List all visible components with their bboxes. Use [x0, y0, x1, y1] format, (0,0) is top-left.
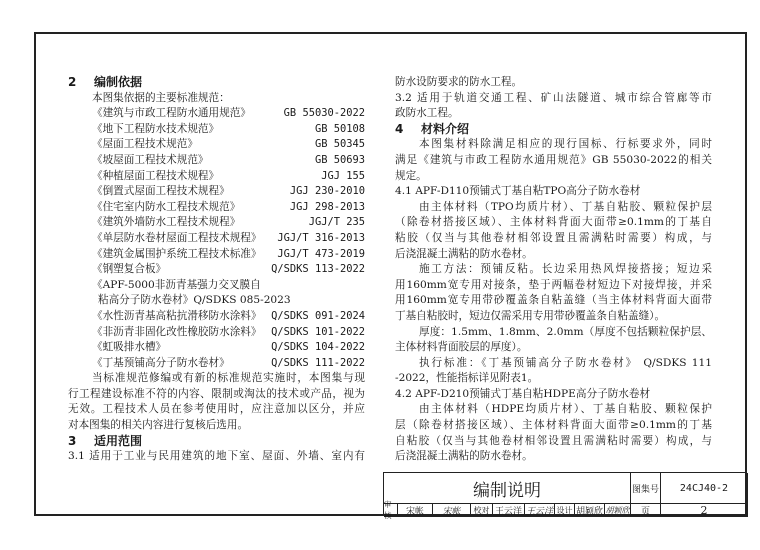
standard-name: 粘高分子防水卷材》: [98, 294, 194, 307]
text-line: 本图集依据的主要标准规范：: [92, 91, 230, 104]
text-line: 施工方法：预铺反粘。长边采用热风焊接搭接；短边采: [419, 263, 712, 276]
standard-name: 《种植屋面工程技术规程》: [92, 169, 220, 182]
standard-name: 《住宅室内防水工程技术规范》: [92, 200, 241, 213]
standard-name: 《单层防水卷材屋面工程技术规程》: [92, 231, 262, 244]
text-line: （除卷材搭接区域）、主体材料背面大面带≥0.1mm的丁基自: [395, 216, 712, 229]
standard-code: JGJ/T 316-2013: [277, 231, 365, 244]
standard-code: JGJ/T 235: [308, 216, 365, 229]
standard-name: 《屋面工程技术规范》: [92, 138, 198, 151]
standard-reference: [68, 262, 365, 278]
text-line: -2022，性能指标详见附表1。: [395, 372, 539, 385]
review-label: 审核: [384, 504, 398, 517]
text-line: 厚度：1.5mm、1.8mm、2.0mm（厚度不包括颗粒保护层、: [419, 325, 712, 338]
text-line: 层（除卷材搭接区域）、主体材料背面大面带≥0.1mm的丁基: [395, 419, 712, 432]
designer-name: 胡颖欣: [575, 504, 605, 517]
standard-reference: [68, 247, 365, 263]
standard-code: Q/SDKS 085-2023: [193, 294, 291, 307]
standard-reference: [68, 122, 365, 138]
left-column: [68, 75, 365, 465]
text-line: 规定。: [395, 169, 427, 182]
standard-reference: [68, 340, 365, 356]
text-line: 本图集材料除满足相应的现行国标、行标要求外，同时: [419, 138, 712, 151]
standard-code: JGJ 230-2010: [289, 185, 365, 198]
standard-name: 《丁基预铺高分子防水卷材》: [92, 356, 230, 369]
text-line: 4.1 APF-D110预铺式丁基自粘TPO高分子防水卷材: [395, 185, 641, 198]
standard-name: 《建筑金属围护系统工程技术标准》: [92, 247, 262, 260]
text-line: 无效。工程技术人员在参考使用时，应注意加以区分，并应: [68, 403, 365, 416]
check-label: 校对: [471, 504, 493, 517]
standard-name: 《建筑外墙防水工程技术规程》: [92, 216, 241, 229]
standard-name: 《水性沥青基高粘抗滑移防水涂料》: [92, 309, 262, 322]
right-column: [395, 75, 712, 465]
standard-name: 《坡屋面工程技术规范》: [92, 153, 209, 166]
standard-reference: [68, 184, 365, 200]
standard-reference: [68, 215, 365, 231]
standard-code: JGJ/T 473-2019: [277, 247, 365, 260]
standard-code: Q/SDKS 101-2022: [271, 325, 365, 338]
standard-code: Q/SDKS 091-2024: [271, 309, 365, 322]
standard-name: 《APF-5000非沥青基强力交叉膜自: [92, 278, 261, 291]
atlas-no-label: 图集号: [631, 473, 661, 504]
text-line: 防水设防要求的防水工程。: [395, 76, 523, 88]
text-line: 4.2 APF-D210预铺式丁基自粘HDPE高分子防水卷材: [395, 387, 651, 400]
standard-reference: [68, 153, 365, 169]
standard-name: 《钢塑复合板》: [92, 263, 167, 276]
standard-reference: [68, 231, 365, 247]
atlas-no: 24CJ40-2: [661, 473, 748, 504]
designer-signature: 胡颖欣: [605, 504, 631, 517]
standard-name: 《非沥青非固化改性橡胶防水涂料》: [92, 325, 262, 338]
section-title: 编制依据: [94, 75, 143, 89]
standard-code: GB 55030-2022: [283, 107, 365, 120]
text-line: 对本图集的相关内容进行复核后选用。: [68, 419, 249, 432]
standard-code: Q/SDKS 113-2022: [271, 263, 365, 276]
text-line: 粘胶（仅当与其他卷材相邻设置且需满粘时需要）构成，与: [395, 231, 712, 244]
text-line: 用160mm宽专用带砂覆盖条自粘盖缝（当主体材料背面大面带: [395, 294, 712, 307]
page-label: 页: [631, 504, 661, 517]
page-number: 2: [661, 504, 748, 517]
section-title: 材料介绍: [421, 121, 470, 136]
sheet-title: 编制说明: [384, 473, 631, 504]
section-heading: [68, 434, 365, 450]
section-number: 3: [68, 433, 77, 448]
standard-code: GB 50693: [314, 153, 365, 166]
standard-code: GB 50345: [314, 138, 365, 151]
text-line: 3.2 适用于轨道交通工程、矿山法隧道、城市综合管廊等市: [395, 91, 712, 104]
standard-name: 《地下工程防水技术规范》: [92, 122, 220, 135]
text-line: 当标准规范修编或有新的标准规范实施时，本图集与现: [92, 372, 365, 385]
section-heading: [68, 75, 365, 91]
section-title: 适用范围: [94, 433, 143, 448]
title-block: [383, 472, 747, 520]
checker-name: 王云洋: [493, 504, 525, 517]
standard-reference: [68, 169, 365, 185]
standard-reference: [68, 309, 365, 325]
standard-reference: [68, 356, 365, 372]
section-heading: [395, 122, 712, 138]
section-number: 2: [68, 75, 77, 89]
text-line: 由主体材料（TPO均质片材）、丁基自粘胶、颗粒保护层: [419, 200, 712, 213]
standard-code: Q/SDKS 111-2022: [271, 356, 365, 369]
section-number: 4: [395, 121, 404, 136]
standard-reference: [68, 200, 365, 216]
standard-reference: [68, 325, 365, 341]
standard-name: 《虹吸排水槽》: [92, 341, 167, 354]
reviewer-signature: 宋帐: [433, 504, 471, 517]
text-line: 由主体材料（HDPE均质片材）、丁基自粘胶、颗粒保护: [419, 403, 712, 416]
standard-code: JGJ 298-2013: [289, 200, 365, 213]
standard-reference: [68, 278, 365, 294]
text-line: 后浇混凝土满粘的防水卷材。: [395, 247, 533, 260]
text-line: 政防水工程。: [395, 107, 459, 120]
standard-code: JGJ 155: [321, 169, 365, 182]
standard-name: 《建筑与市政工程防水通用规范》: [92, 107, 251, 120]
text-line: 3.1 适用于工业与民用建筑的地下室、屋面、外墙、室内有: [68, 450, 365, 463]
checker-signature: 王云洋: [525, 504, 555, 517]
text-line: 丁基自粘胶时，短边仅需采用专用带砂覆盖条自粘盖缝）。: [395, 309, 666, 322]
text-line: 满足《建筑与市政工程防水通用规范》GB 55030-2022的相关: [395, 153, 712, 166]
text-line: 自粘胶（仅当与其他卷材相邻设置且需满粘时需要）构成，与: [395, 434, 712, 447]
standard-reference: [68, 293, 365, 309]
standard-code: GB 50108: [314, 122, 365, 135]
standard-code: Q/SDKS 104-2022: [271, 341, 365, 354]
text-line: 行工程建设标准不符的内容、限制或淘汰的技术或产品，视为: [68, 387, 365, 400]
text-line: 后浇混凝土满粘的防水卷材。: [395, 450, 533, 463]
text-line: 执行标准：《丁基预铺高分子防水卷材》 Q/SDKS 111: [419, 356, 712, 369]
reviewer-name: 宋帐: [398, 504, 433, 517]
text-line: 主体材料背面胶层的厚度）。: [395, 341, 528, 354]
standard-name: 《倒置式屋面工程技术规程》: [92, 185, 230, 198]
standard-reference: [68, 106, 365, 122]
text-line: 用160mm宽专用对接条，垫于两幅卷材短边下对接焊接，并采: [395, 278, 712, 291]
standard-reference: [68, 137, 365, 153]
design-label: 设计: [555, 504, 575, 517]
